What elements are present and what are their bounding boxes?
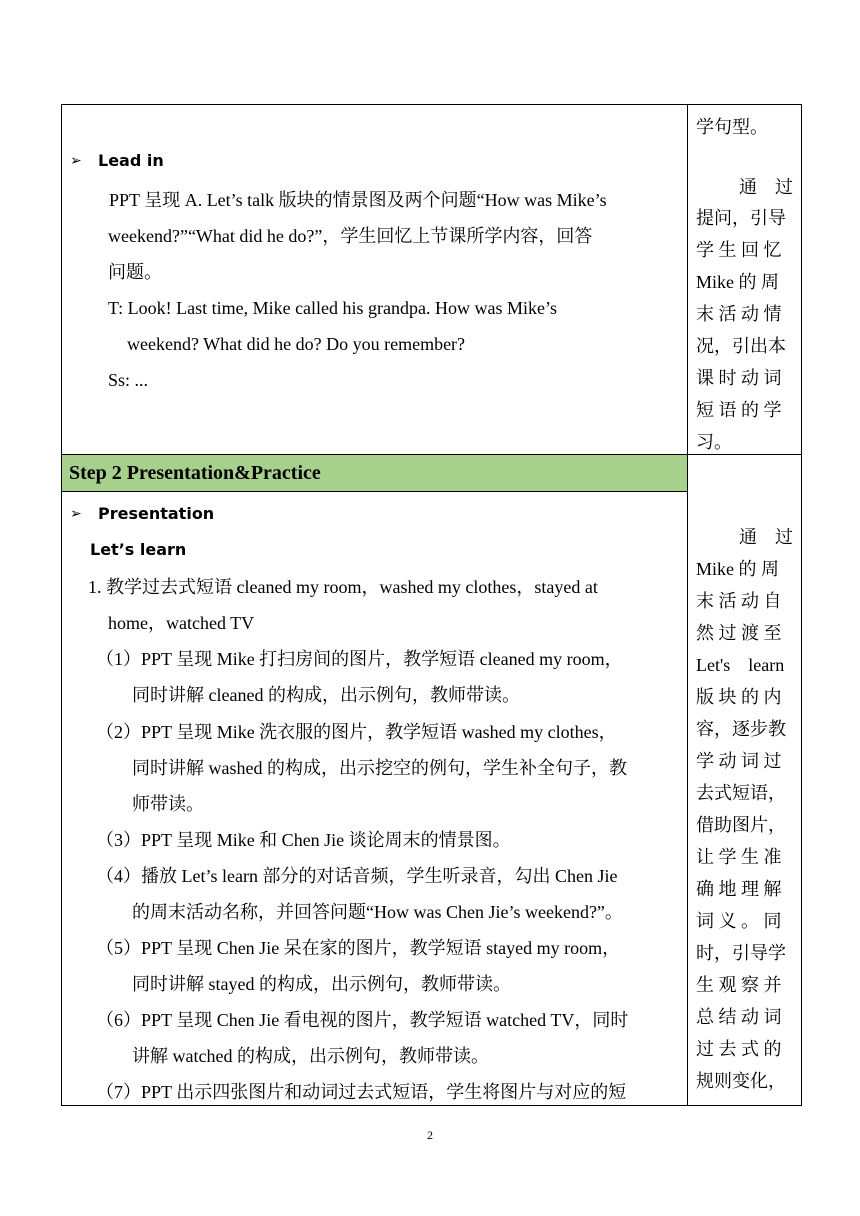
- purpose-line: 借助图片，: [696, 815, 786, 835]
- lead-in-heading: [70, 151, 164, 170]
- presentation-purpose-cell: [688, 455, 802, 1106]
- purpose-line: 末 活 动 自: [696, 591, 782, 611]
- purpose-line: Mike 的 周: [696, 272, 779, 292]
- step-2-header: [62, 455, 688, 492]
- purpose-line: 习。: [696, 432, 732, 452]
- presentation-line: （2）PPT 呈现 Mike 洗衣服的图片，教学短语 washed my clothes，: [96, 722, 617, 742]
- lets-learn-heading: Let’s learn: [90, 540, 187, 559]
- page-number: 2: [427, 1128, 433, 1142]
- presentation-line: 同时讲解 washed 的构成，出示挖空的例句，学生补全句子，教: [132, 758, 627, 778]
- purpose-line: 总 结 动 词: [696, 1007, 782, 1027]
- purpose-line: 过 去 式 的: [696, 1039, 782, 1059]
- lead-in-title: Lead in: [98, 151, 164, 170]
- presentation-line: （3）PPT 呈现 Mike 和 Chen Jie 谈论周末的情景图。: [96, 830, 511, 850]
- purpose-line: 版 块 的 内: [696, 687, 782, 707]
- presentation-cell: [62, 492, 688, 1106]
- presentation-heading: [70, 504, 214, 523]
- lead-in-line: weekend? What did he do? Do you remember?: [127, 334, 466, 354]
- presentation-line: 的周末活动名称，并回答问题“How was Chen Jie’s weekend?”。: [132, 902, 623, 922]
- purpose-line: 容，逐步教: [696, 719, 786, 739]
- presentation-title: Presentation: [98, 504, 215, 523]
- presentation-line: home，watched TV: [108, 613, 255, 633]
- purpose-line: 时，引导学: [696, 943, 786, 963]
- purpose-line: 去式短语，: [696, 783, 786, 803]
- lead-in-line: T: Look! Last time, Mike called his grandpa. How was Mike’s: [108, 298, 558, 318]
- presentation-line: （1）PPT 呈现 Mike 打扫房间的图片，教学短语 cleaned my room，: [96, 649, 623, 669]
- lead-in-line: Ss: ...: [108, 370, 149, 390]
- purpose-line: 通 过: [739, 177, 793, 197]
- lead-in-line: PPT 呈现 A. Let’s talk 版块的情景图及两个问题“How was Mike’s: [109, 190, 607, 210]
- presentation-line: （6）PPT 呈现 Chen Jie 看电视的图片，教学短语 watched TV，同时: [96, 1010, 629, 1030]
- purpose-line: 况，引出本: [696, 336, 786, 356]
- step-2-title: Step 2 Presentation&Practice: [69, 462, 321, 484]
- lead-in-line: 问题。: [108, 262, 162, 282]
- purpose-line: 提问，引导: [696, 208, 786, 228]
- purpose-line: 学句型。: [696, 117, 768, 137]
- lead-in-line: weekend?”“What did he do?”，学生回忆上节课所学内容，回答: [108, 226, 593, 246]
- presentation-line: 同时讲解 stayed 的构成，出示例句，教师带读。: [132, 974, 511, 994]
- purpose-line: 让 学 生 准: [696, 847, 782, 867]
- presentation-line: 师带读。: [132, 794, 204, 814]
- lead-in-purpose-cell: [688, 105, 802, 455]
- presentation-line: （4）播放 Let’s learn 部分的对话音频，学生听录音，勾出 Chen Jie: [96, 866, 618, 886]
- lesson-plan-table: [61, 104, 802, 1106]
- lead-in-cell: [62, 105, 688, 455]
- purpose-line: 然 过 渡 至: [696, 623, 782, 643]
- arrow-bullet-icon: ➢: [70, 152, 82, 169]
- purpose-line: 学 动 词 过: [696, 751, 782, 771]
- purpose-line: 词 义 。 同: [696, 911, 782, 931]
- purpose-line: 规则变化，: [696, 1071, 786, 1091]
- arrow-bullet-icon: ➢: [70, 505, 82, 522]
- purpose-line: 生 观 察 并: [696, 975, 782, 995]
- presentation-line: 1. 教学过去式短语 cleaned my room，washed my clothes，stayed at: [88, 577, 598, 597]
- purpose-line: 短 语 的 学: [696, 400, 782, 420]
- purpose-line: 确 地 理 解: [696, 879, 782, 899]
- presentation-line: （5）PPT 呈现 Chen Jie 呆在家的图片，教学短语 stayed my room，: [96, 938, 621, 958]
- presentation-line: 同时讲解 cleaned 的构成，出示例句，教师带读。: [132, 685, 520, 705]
- purpose-line: 学 生 回 忆: [696, 240, 782, 260]
- purpose-line: Mike 的 周: [696, 559, 779, 579]
- purpose-line: 通 过: [739, 527, 793, 547]
- purpose-line: 末 活 动 情: [696, 304, 782, 324]
- purpose-line: 课 时 动 词: [696, 368, 782, 388]
- presentation-line: 讲解 watched 的构成，出示例句，教师带读。: [132, 1046, 489, 1066]
- purpose-line: Let's learn: [696, 655, 785, 675]
- presentation-line: （7）PPT 出示四张图片和动词过去式短语，学生将图片与对应的短: [96, 1082, 627, 1102]
